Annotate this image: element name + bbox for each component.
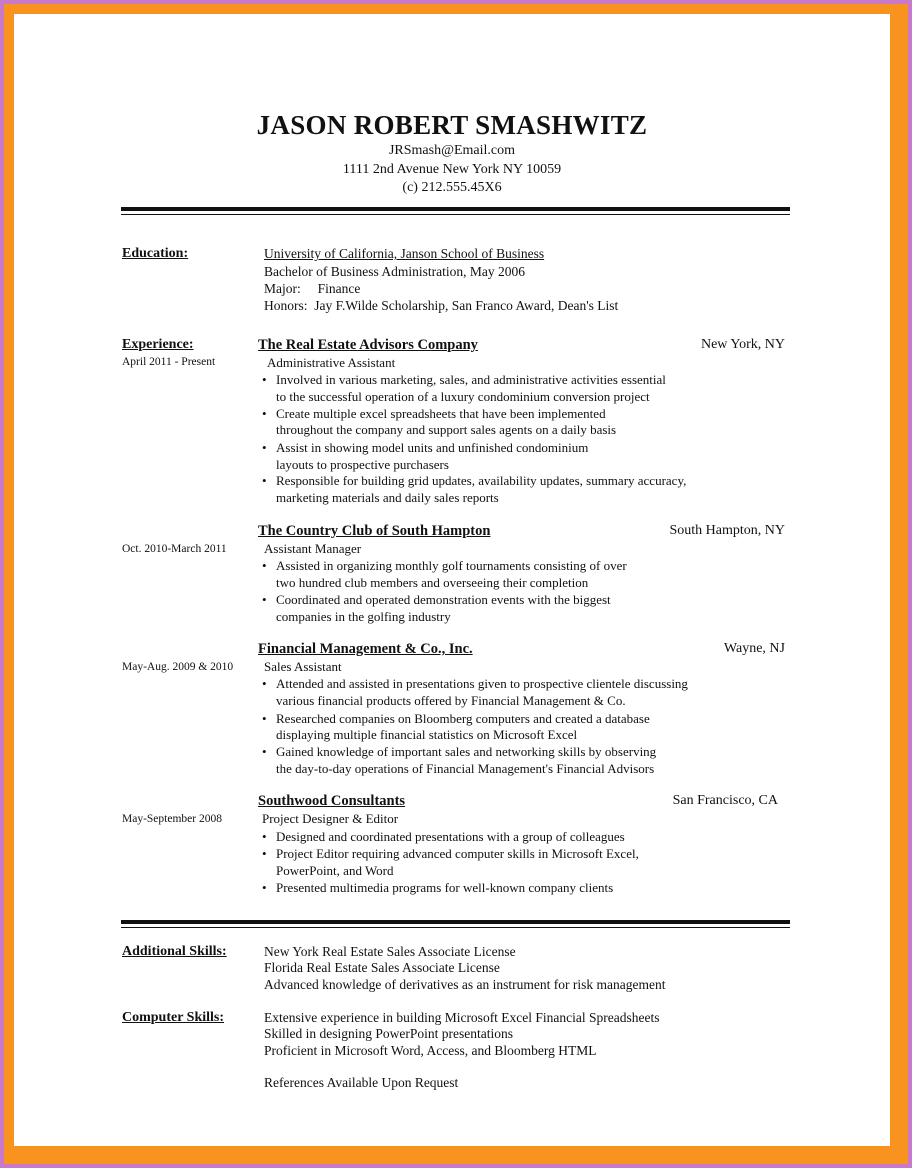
job-bullet: • Project Editor requiring advanced computer skills in Microsoft Excel,: [262, 846, 639, 861]
skill-item: New York Real Estate Sales Associate License: [264, 944, 516, 959]
job-role: Assistant Manager: [264, 541, 362, 556]
job-bullet-continuation: layouts to prospective purchasers: [276, 457, 449, 472]
additional-skills-label: Additional Skills:: [122, 944, 227, 959]
job-bullet: • Assist in showing model units and unfinished condominium: [262, 440, 589, 455]
job-bullet: • Presented multimedia programs for well-known company clients: [262, 880, 614, 895]
contact-address: 1111 2nd Avenue New York NY 10059: [342, 162, 562, 177]
education-honors-label: Honors:: [264, 298, 308, 313]
job-bullet: • Coordinated and operated demonstration events with the biggest: [262, 592, 611, 607]
computer-skills-label: Computer Skills:: [122, 1010, 225, 1025]
job-dates: May-Aug. 2009 & 2010: [122, 661, 234, 673]
job-location: Wayne, NJ: [723, 641, 785, 656]
section-rule-thin: [121, 927, 790, 928]
skill-item: Advanced knowledge of derivatives as an instrument for risk management: [264, 977, 666, 992]
contact-phone: (c) 212.555.45X6: [402, 180, 502, 195]
job-bullet-continuation: two hundred club members and overseeing their completion: [276, 575, 589, 590]
skill-item: Florida Real Estate Sales Associate License: [264, 960, 500, 975]
job-bullet: • Responsible for building grid updates, availability updates, summary accuracy,: [262, 473, 687, 488]
education-major: [264, 281, 360, 297]
candidate-name: JASON ROBERT SMASHWITZ: [256, 110, 648, 140]
job-company: Financial Management & Co., Inc.: [258, 641, 473, 657]
job-bullet: • Create multiple excel spreadsheets that have been implemented: [262, 406, 606, 421]
experience-label: Experience:: [122, 337, 194, 352]
job-company: The Real Estate Advisors Company: [258, 337, 478, 353]
job-bullet-continuation: the day-to-day operations of Financial Management's Financial Advisors: [276, 761, 655, 776]
job-location: South Hampton, NY: [669, 523, 785, 538]
education-school: University of California, Janson School of Business: [264, 246, 545, 261]
education-degree: Bachelor of Business Administration, May 2006: [264, 264, 525, 279]
education-label: Education:: [122, 246, 189, 261]
job-location: New York, NY: [700, 337, 785, 352]
header-rule-thick: [121, 207, 790, 211]
job-bullet: • Gained knowledge of important sales and networking skills by observing: [262, 744, 657, 759]
job-dates: May-September 2008: [122, 813, 222, 825]
job-role: Administrative Assistant: [267, 355, 396, 370]
job-bullet: • Involved in various marketing, sales, and administrative activities essential: [262, 372, 666, 387]
job-bullet-continuation: throughout the company and support sales agents on a daily basis: [276, 422, 617, 437]
job-company: The Country Club of South Hampton: [258, 523, 491, 539]
job-location: San Francisco, CA: [672, 793, 778, 808]
job-bullet-continuation: PowerPoint, and Word: [276, 863, 394, 878]
references-note: References Available Upon Request: [264, 1075, 459, 1090]
education-honors: [264, 298, 618, 314]
job-dates: April 2011 - Present: [122, 356, 216, 368]
job-bullet: • Designed and coordinated presentations with a group of colleagues: [262, 829, 625, 844]
education-major-label: Major:: [264, 281, 301, 296]
job-bullet-continuation: various financial products offered by Financial Management & Co.: [276, 693, 626, 708]
job-bullet: • Assisted in organizing monthly golf tournaments consisting of over: [262, 558, 627, 573]
job-company: Southwood Consultants: [258, 793, 406, 809]
job-bullet-continuation: marketing materials and daily sales reports: [276, 490, 499, 505]
job-bullet: • Researched companies on Bloomberg computers and created a database: [262, 711, 650, 726]
education-honors-value: Jay F.Wilde Scholarship, San Franco Award, Dean's List: [314, 298, 619, 313]
job-bullet-continuation: companies in the golfing industry: [276, 609, 451, 624]
job-bullet: • Attended and assisted in presentations given to prospective clientele discussing: [262, 676, 688, 691]
skill-item: Proficient in Microsoft Word, Access, and Bloomberg HTML: [264, 1043, 597, 1058]
education-major-value: Finance: [317, 281, 361, 296]
job-role: Sales Assistant: [264, 659, 342, 674]
contact-email: JRSmash@Email.com: [388, 143, 516, 158]
skill-item: Skilled in designing PowerPoint presentations: [264, 1026, 513, 1041]
job-dates: Oct. 2010-March 2011: [122, 543, 227, 555]
header-rule-thin: [121, 214, 790, 215]
job-bullet-continuation: displaying multiple financial statistics on Microsoft Excel: [276, 727, 578, 742]
section-rule-thick: [121, 920, 790, 924]
job-role: Project Designer & Editor: [262, 811, 399, 826]
job-bullet-continuation: to the successful operation of a luxury condominium conversion project: [276, 389, 650, 404]
skill-item: Extensive experience in building Microsoft Excel Financial Spreadsheets: [264, 1010, 660, 1025]
